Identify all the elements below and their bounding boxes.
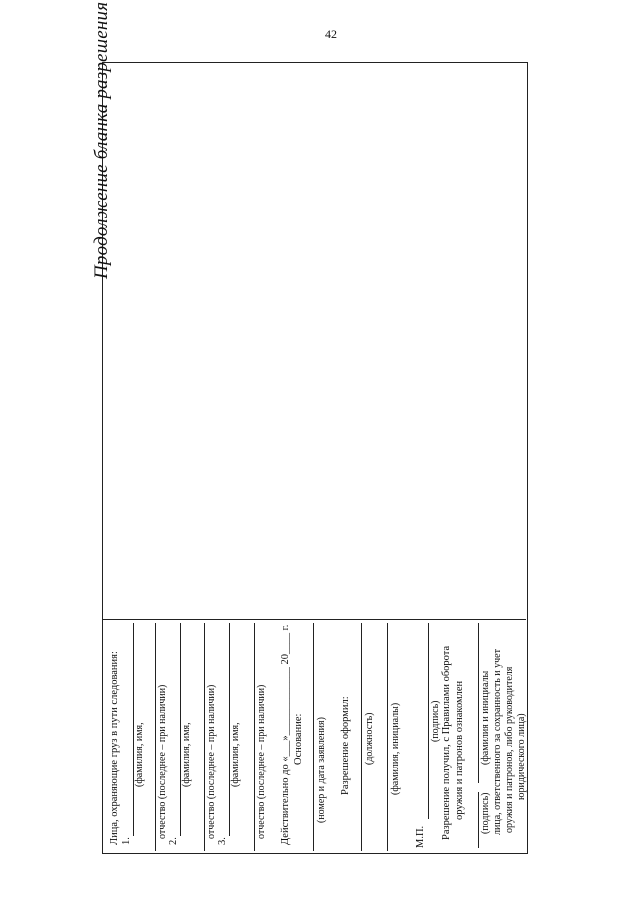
responsible-text-line-3: оружия и патронов, либо руководителя xyxy=(504,666,515,833)
section-divider xyxy=(102,619,526,620)
issued-by-label: Разрешение оформил: xyxy=(340,696,351,795)
responsible-text-line-2: лица, ответственного за сохранность и учет xyxy=(492,649,503,835)
name-hint: (фамилия, имя, xyxy=(134,722,145,787)
basis-label: Основание: xyxy=(293,713,304,765)
fill-line xyxy=(204,623,205,851)
received-text-line-2: оружия и патронов ознакомлен xyxy=(454,680,465,820)
number-1: 1. xyxy=(121,837,132,845)
application-hint: (номер и дата заявления) xyxy=(316,717,327,823)
patronymic-hint: отчество (последнее – при наличии) xyxy=(206,684,217,839)
fill-line xyxy=(254,623,255,851)
form-title: Продолжение бланка разрешения xyxy=(91,1,112,279)
received-text-line-1: Разрешение получил, с Правилами оборота xyxy=(441,645,452,840)
initials-hint: (фамилия, инициалы) xyxy=(390,702,401,795)
patronymic-hint: отчество (последнее – при наличии) xyxy=(157,684,168,839)
number-2: 2. xyxy=(168,837,179,845)
signature-hint-2: (подпись) xyxy=(480,792,491,834)
name-hint: (фамилия, имя, xyxy=(181,722,192,787)
persons-heading: Лица, охраняющие груз в пути следования: xyxy=(109,651,120,845)
mp-label: М.П. xyxy=(415,825,426,848)
signature-hint: (подпись) xyxy=(430,700,441,742)
signature-line xyxy=(428,623,429,819)
signature-line xyxy=(478,792,479,848)
page-number: 42 xyxy=(325,27,337,41)
fill-line xyxy=(155,623,156,851)
responsible-text-line-1: (фамилия и инициалы xyxy=(480,670,491,765)
fill-line xyxy=(361,623,362,851)
number-3: 3. xyxy=(217,837,228,845)
valid-until: Действительно до «___»_____________ 20____ г. xyxy=(280,624,291,845)
fill-line xyxy=(478,623,479,783)
patronymic-hint: отчество (последнее – при наличии) xyxy=(256,684,267,839)
position-hint: (должность) xyxy=(364,712,375,765)
responsible-text-line-4: юридического лица) xyxy=(516,713,527,800)
fill-line xyxy=(313,623,314,851)
fill-line xyxy=(387,623,388,851)
name-hint: (фамилия, имя, xyxy=(230,722,241,787)
